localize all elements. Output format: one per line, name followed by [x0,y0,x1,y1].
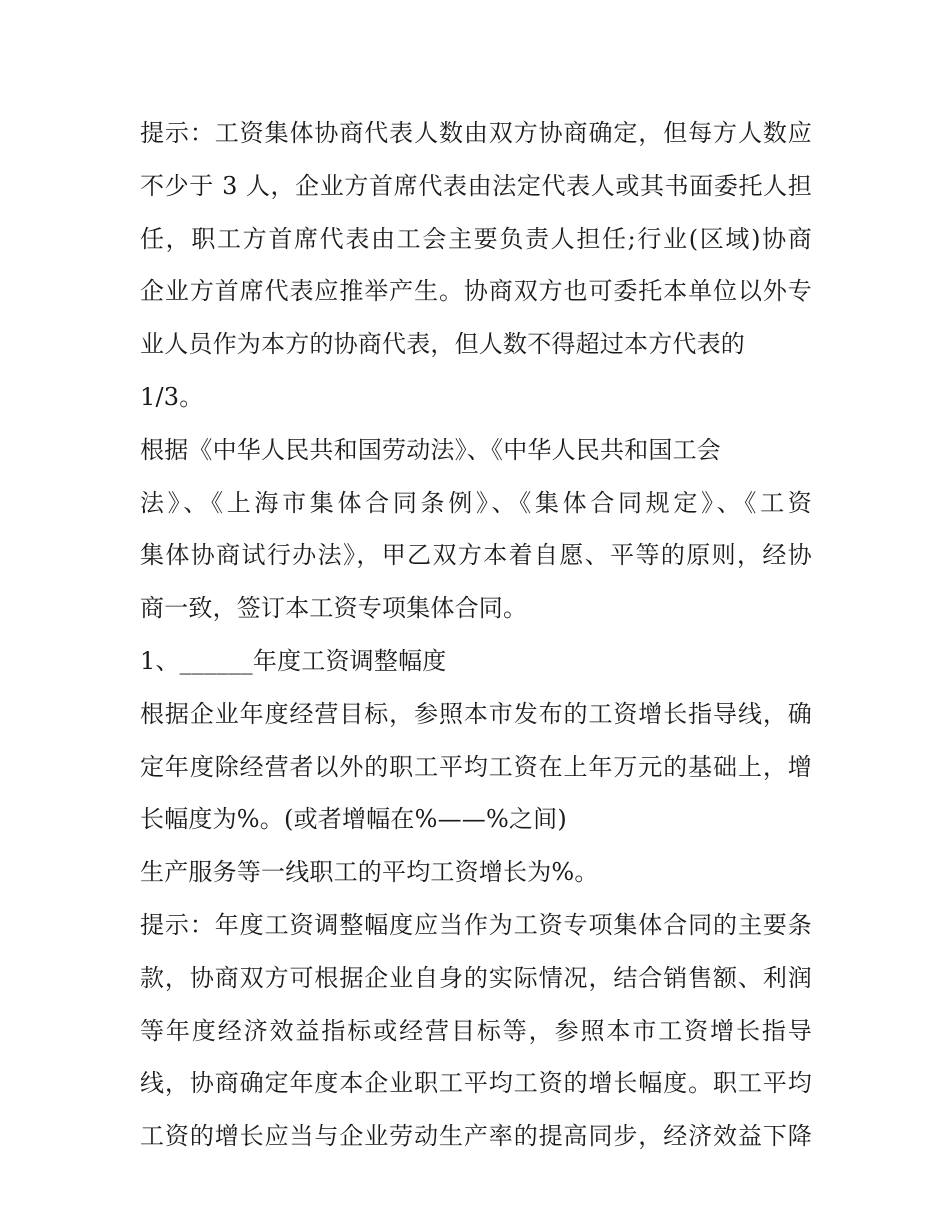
text-line: 任，职工方首席代表由工会主要负责人担任;行业(区域)协商 [140,224,812,253]
text-line: 集体协商试行办法》，甲乙双方本着自愿、平等的原则，经协 [140,541,812,570]
text-line: 定年度除经营者以外的职工平均工资在上年万元的基础上，增 [140,752,812,781]
section-heading: 1、______年度工资调整幅度 [140,646,447,675]
text-line: 业人员作为本方的协商代表，但人数不得超过本方代表的 [140,330,745,359]
text-line: 工资的增长应当与企业劳动生产率的提高同步，经济效益下降 [140,1122,812,1151]
text-line: 根据《中华人民共和国劳动法》、《中华人民共和国工会 [140,435,721,464]
text-line: 法》、《上海市集体合同条例》、《集体合同规定》、《工资 [140,488,812,517]
text-line: 不少于 3 人，企业方首席代表由法定代表人或其书面委托人担 [140,171,812,200]
text-line: 根据企业年度经营目标，参照本市发布的工资增长指导线，确 [140,699,812,728]
text-line: 线，协商确定年度本企业职工平均工资的增长幅度。职工平均 [140,1069,812,1098]
text-line: 生产服务等一线职工的平均工资增长为%。 [140,858,599,887]
text-line: 企业方首席代表应推举产生。协商双方也可委托本单位以外专 [140,277,812,306]
text-line: 1/3。 [140,382,204,411]
text-line: 商一致，签订本工资专项集体合同。 [140,594,528,623]
text-line: 提示：年度工资调整幅度应当作为工资专项集体合同的主要条 [140,910,812,939]
document-page [140,107,820,1163]
text-line: 长幅度为%。(或者增幅在%——%之间) [140,805,567,834]
text-line: 提示：工资集体协商代表人数由双方协商确定，但每方人数应 [140,119,812,147]
text-line: 款，协商双方可根据企业自身的实际情况，结合销售额、利润 [140,963,812,992]
text-line: 等年度经济效益指标或经营目标等，参照本市工资增长指导 [140,1016,812,1045]
